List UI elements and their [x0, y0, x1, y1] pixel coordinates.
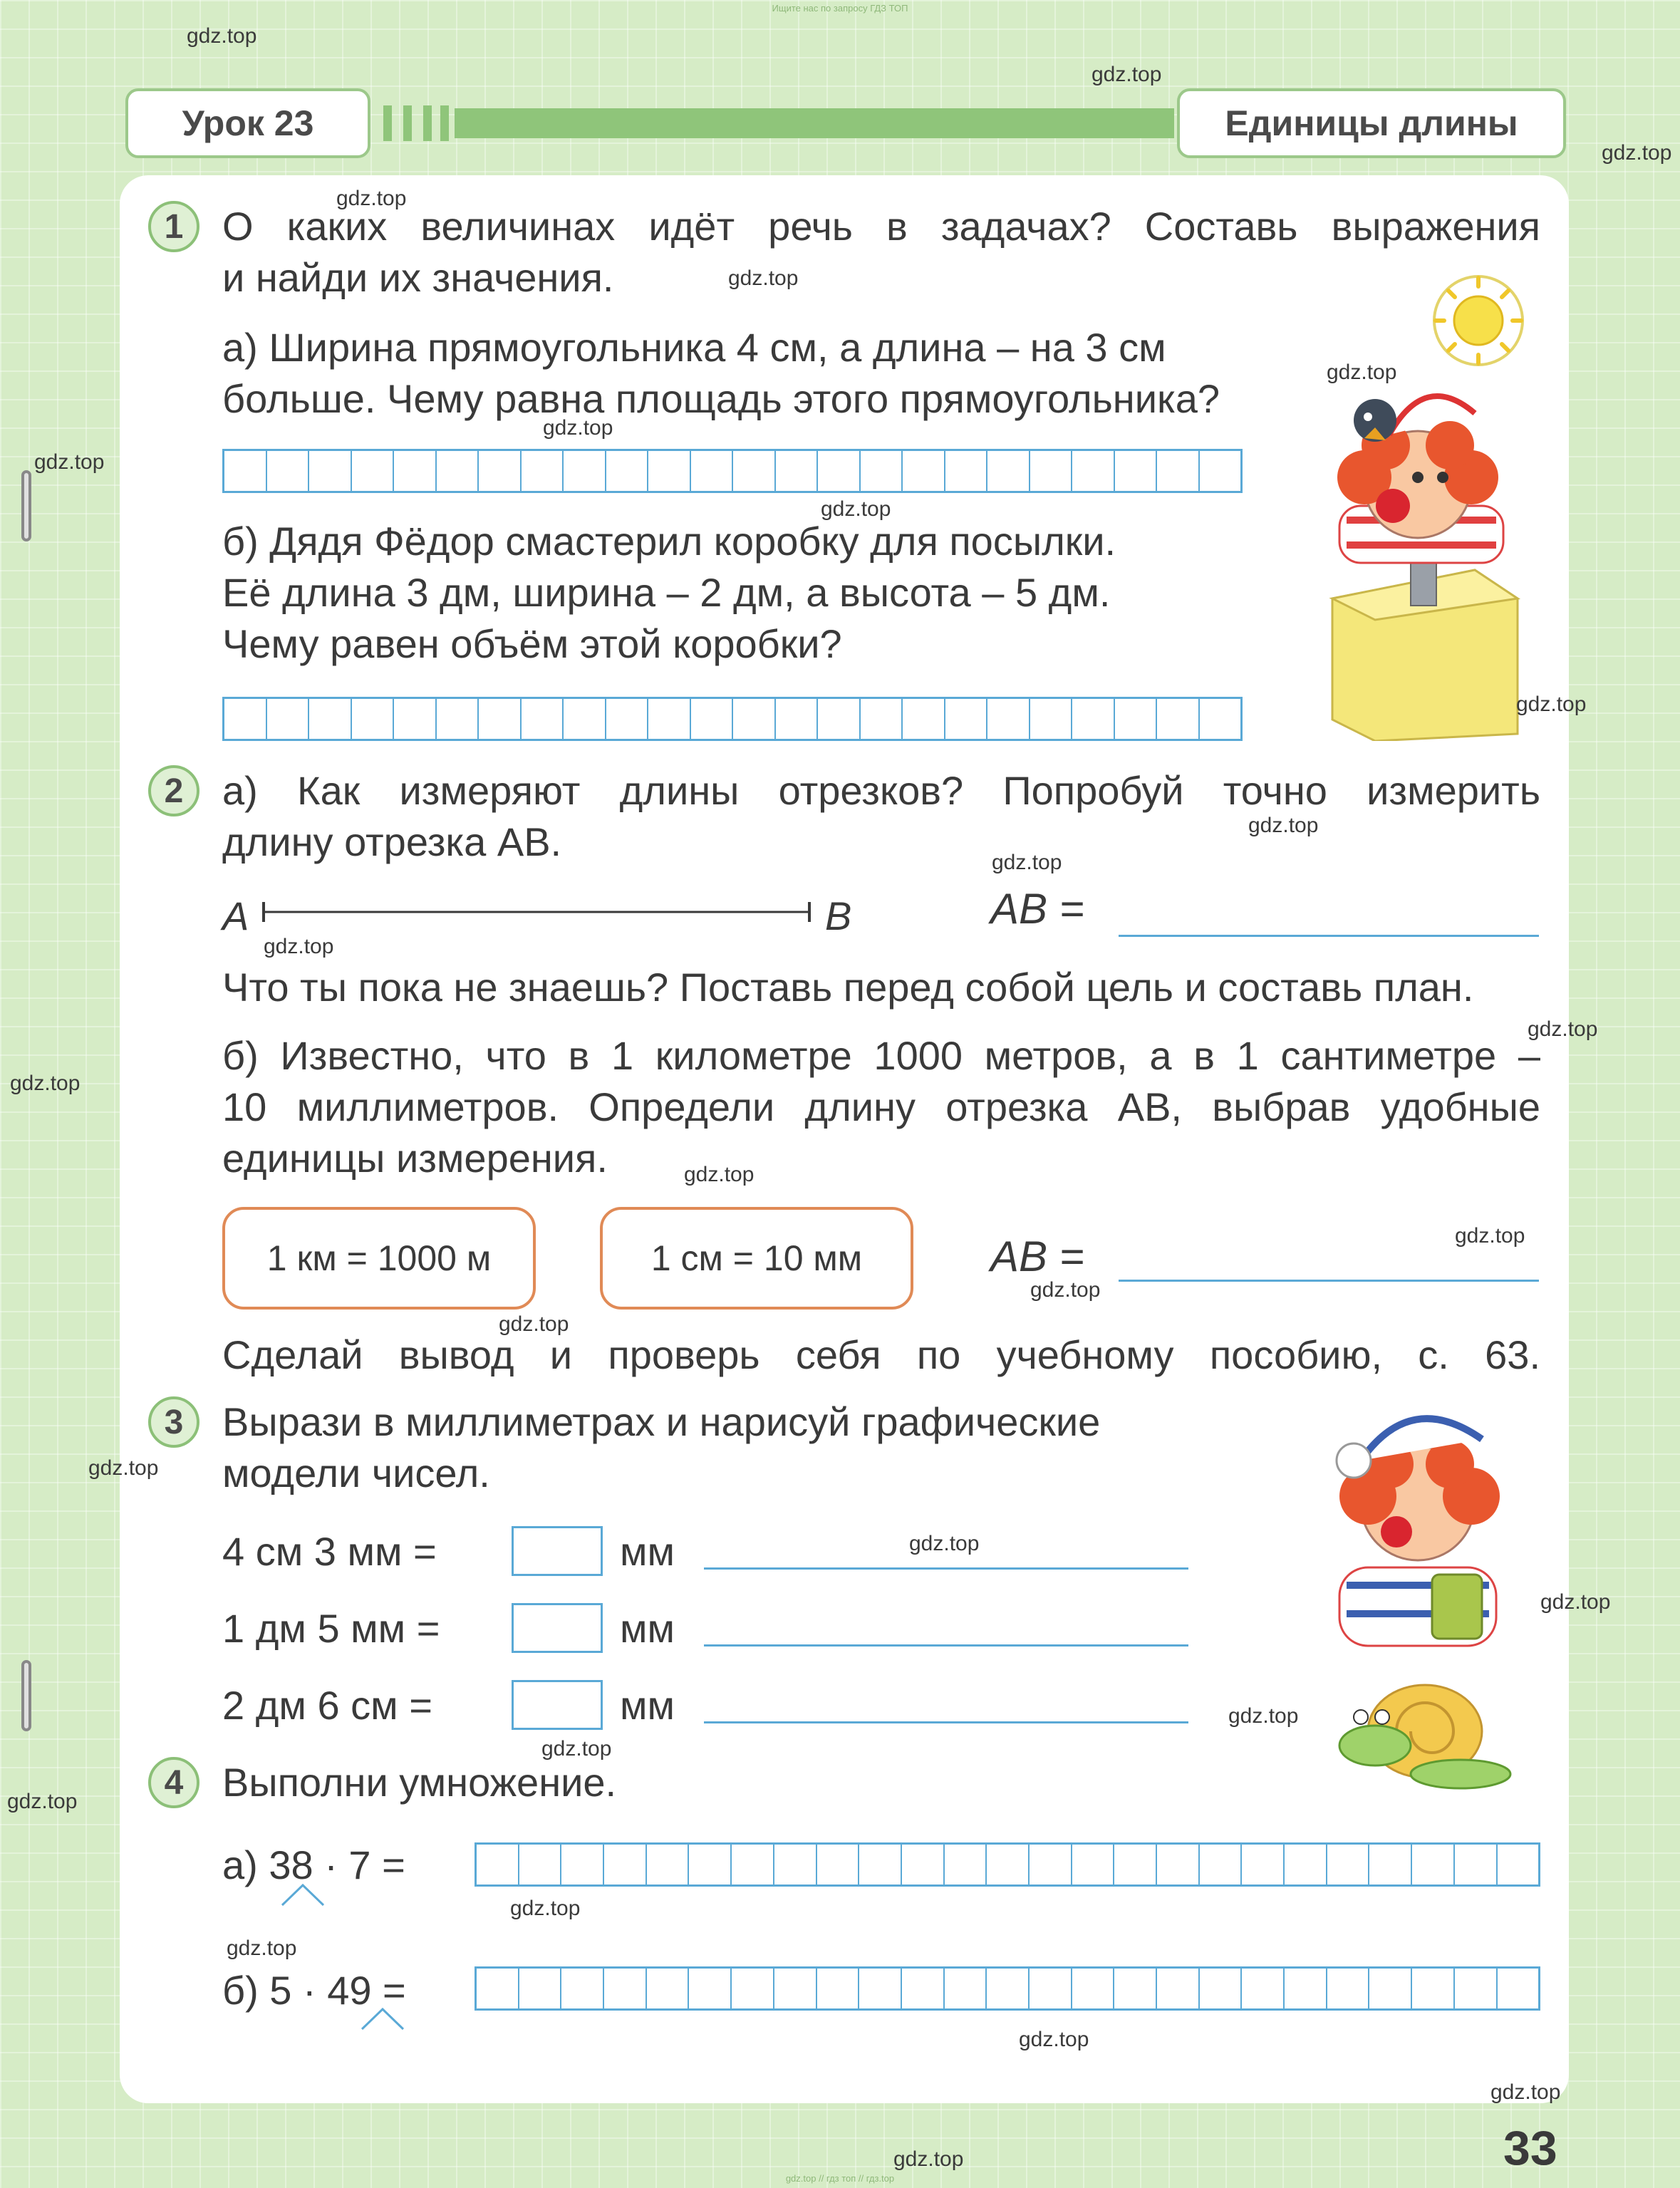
watermark: gdz.top: [1228, 1704, 1299, 1728]
binder-ring: [21, 470, 31, 541]
answer-grid-4b[interactable]: [475, 1966, 1540, 2011]
watermark: gdz.top: [992, 851, 1062, 874]
task-1a-line-1: а) Ширина прямоугольника 4 см, а длина – на 3 см: [222, 325, 1166, 370]
task-2-number: 2: [148, 765, 199, 816]
watermark: gdz.top: [264, 935, 334, 958]
clown-snail-illustration: [1318, 1411, 1518, 1795]
task-3-row-2-expr: 1 дм 5 мм =: [222, 1606, 440, 1651]
task-2b-line-2: 10 миллиметров. Определи длину отрезка AB, выбрав удобные: [222, 1084, 1540, 1129]
watermark: gdz.top: [1019, 2028, 1089, 2051]
watermark: gdz.top: [1540, 1590, 1611, 1614]
watermark: gdz.top: [541, 1737, 612, 1761]
task-3-row-3-unit: мм: [620, 1683, 675, 1728]
watermark: gdz.top: [10, 1072, 81, 1095]
bottom-note: gdz.top // гдз топ // гдз.top: [785, 2173, 895, 2184]
task-3-row-3-model-line[interactable]: [704, 1721, 1188, 1723]
task-2a-line-2: длину отрезка AB.: [222, 819, 562, 864]
watermark: gdz.top: [88, 1456, 159, 1480]
task-1-line-2: и найди их значения.: [222, 255, 614, 300]
task-1b-line-3: Чему равен объём этой коробки?: [222, 621, 842, 666]
decomposition-mark: [358, 2005, 408, 2033]
task-2b-line-1: б) Известно, что в 1 километре 1000 метров, а в 1 сантиметре –: [222, 1033, 1540, 1078]
watermark: gdz.top: [7, 1790, 78, 1813]
decomposition-mark: [278, 1881, 328, 1909]
page-number: 33: [1503, 2121, 1557, 2175]
point-a-label: A: [222, 893, 249, 938]
task-1b-line-1: б) Дядя Фёдор смастерил коробку для посылки.: [222, 519, 1116, 564]
task-3-row-2-answer[interactable]: [512, 1603, 603, 1653]
task-1-line-1: О каких величинах идёт речь в задачах? Составь выражения: [222, 204, 1540, 249]
task-4-title: Выполни умножение.: [222, 1760, 617, 1805]
header-stripe: [440, 105, 449, 141]
task-2b-line-3: единицы измерения.: [222, 1136, 608, 1181]
watermark: gdz.top: [34, 450, 105, 474]
task-1a-line-2: больше. Чему равна площадь этого прямоугольника?: [222, 376, 1220, 421]
ab-equals-label-2: AB =: [990, 1233, 1084, 1280]
ab-answer-line[interactable]: [1119, 935, 1539, 937]
task-3-row-2-unit: мм: [620, 1606, 675, 1651]
answer-grid-4a[interactable]: [475, 1842, 1540, 1887]
watermark: gdz.top: [1602, 141, 1672, 165]
watermark: gdz.top: [728, 266, 799, 290]
watermark: gdz.top: [1528, 1017, 1598, 1041]
task-2a-line-1: а) Как измеряют длины отрезков? Попробуй точно измерить: [222, 768, 1540, 813]
task-3-row-2-model-line[interactable]: [704, 1644, 1188, 1647]
watermark: gdz.top: [1092, 63, 1162, 86]
task-3-line-2: модели чисел.: [222, 1451, 490, 1495]
watermark: gdz.top: [821, 497, 891, 521]
task-3-row-1-model-line[interactable]: [704, 1567, 1188, 1570]
task-2-plan: Что ты пока не знаешь? Поставь перед собой цель и составь план.: [222, 965, 1474, 1010]
point-b-label: B: [825, 893, 852, 938]
ab-answer-line-2[interactable]: [1119, 1280, 1539, 1282]
watermark: gdz.top: [543, 416, 613, 440]
watermark: gdz.top: [1248, 814, 1319, 837]
task-3-line-1: Вырази в миллиметрах и нарисуй графические: [222, 1399, 1101, 1444]
task-1-number: 1: [148, 201, 199, 252]
answer-grid-1a[interactable]: [222, 449, 1243, 493]
header-stripe: [423, 105, 432, 141]
task-4-number: 4: [148, 1757, 199, 1808]
topic-label: Единицы длины: [1177, 88, 1566, 158]
task-1b-line-2: Её длина 3 дм, ширина – 2 дм, а высота – 5 дм.: [222, 570, 1111, 615]
top-note: Ищите нас по запросу ГДЗ ТОП: [772, 3, 908, 14]
binder-ring: [21, 1660, 31, 1731]
lesson-label: Урок 23: [125, 88, 370, 158]
task-3-row-1-answer[interactable]: [512, 1526, 603, 1576]
watermark: gdz.top: [1455, 1224, 1525, 1248]
task-3-row-3-expr: 2 дм 6 см =: [222, 1683, 432, 1728]
watermark: gdz.top: [336, 187, 407, 210]
task-3-number: 3: [148, 1396, 199, 1448]
ab-equals-label: AB =: [990, 885, 1084, 933]
watermark: gdz.top: [1490, 2080, 1561, 2104]
watermark: gdz.top: [909, 1532, 980, 1555]
task-4a-expr: а) 38 · 7 =: [222, 1842, 405, 1887]
header-bar: [455, 108, 1174, 138]
watermark: gdz.top: [893, 2147, 964, 2171]
watermark: gdz.top: [684, 1163, 755, 1186]
watermark: gdz.top: [1516, 693, 1587, 716]
watermark: gdz.top: [510, 1897, 581, 1920]
watermark: gdz.top: [1327, 361, 1397, 384]
task-3-row-1-unit: мм: [620, 1529, 675, 1574]
task-4b-expr: б) 5 · 49 =: [222, 1968, 406, 2013]
watermark: gdz.top: [187, 24, 257, 48]
header-stripe: [403, 105, 412, 141]
sun-illustration: [1418, 271, 1539, 370]
task-3-row-1-expr: 4 см 3 мм =: [222, 1529, 437, 1574]
answer-grid-1b[interactable]: [222, 697, 1243, 741]
task-2-conclusion: Сделай вывод и проверь себя по учебному пособию, с. 63.: [222, 1332, 1540, 1377]
watermark: gdz.top: [499, 1312, 569, 1336]
clown-box-illustration: [1304, 385, 1532, 741]
watermark: gdz.top: [1030, 1278, 1101, 1302]
segment-ab: [259, 898, 815, 926]
header-stripe: [383, 105, 392, 141]
task-3-row-3-answer[interactable]: [512, 1680, 603, 1730]
unit-box-cm: 1 см = 10 мм: [600, 1207, 913, 1310]
watermark: gdz.top: [227, 1936, 297, 1960]
unit-box-km: 1 км = 1000 м: [222, 1207, 536, 1310]
